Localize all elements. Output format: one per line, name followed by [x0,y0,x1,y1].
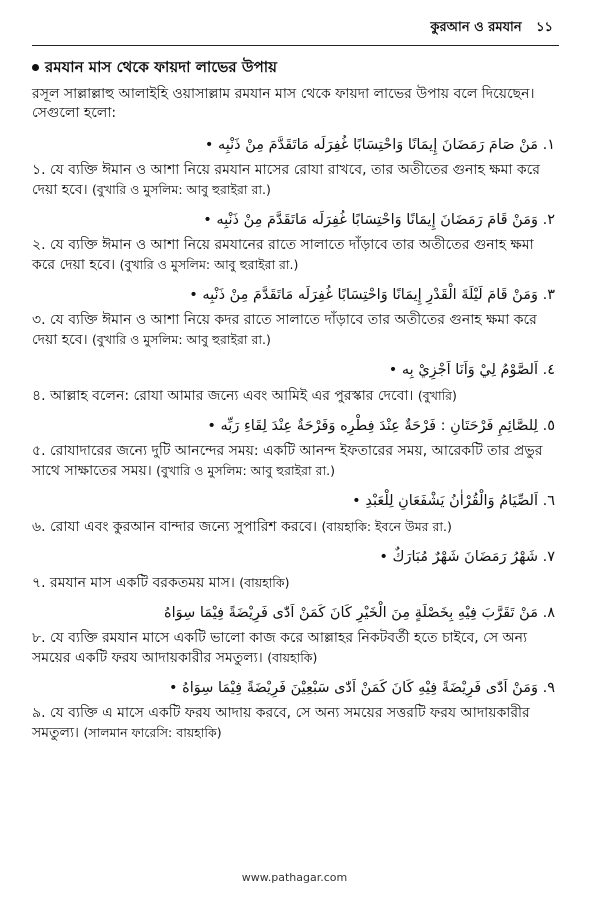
translation-text: ৭. রমযান মাস একটি বরকতময় মাস। [32,575,235,591]
reference: (বুখারি ও মুসলিম: আবু হুরাইরা রা.) [92,182,271,197]
bangla-translation [32,517,559,537]
section-heading [32,56,559,81]
bangla-translation [32,236,559,275]
hadith-item [32,133,559,200]
header-title: কুরআন ও রমযান [430,20,522,35]
hadith-item [32,283,559,350]
reference: (বায়হাকি: ইবনে উমর রা.) [321,519,452,534]
bullet-icon [32,64,39,71]
hadith-item [32,358,559,406]
bangla-translation [32,311,559,350]
reference: (বায়হাকি) [267,650,318,665]
hadith-item [32,676,559,743]
arabic-text: ٥. لِلصَّائِمِ فَرْحَتَانِ : فَرْحَةٌ عِنْدَ فِطْرِه وَفَرْحَةٌ عِنْدَ لِقَاءِ رَبِّه • [207,418,555,434]
translation-text: ৪. আল্লাহ বলেন: রোযা আমার জন্যে এবং আমিই এর পুরস্কার দেবো। [32,388,414,404]
intro-paragraph: রসূল সাল্লাল্লাহু আলাইহি ওয়াসাল্লাম রমযান মাস থেকে ফায়দা লাভের উপায় বলে দিয়েছেন। সেগুলো হলো: [32,86,535,121]
translation-text: ৮. যে ব্যক্তি রমযান মাসে একটি ভালো কাজ করে আল্লাহর নিকটবর্তী হতে চাইবে, সে অন্য সময়ের একটি ফরয আদায়কারীর সমতুল্য। [32,630,528,666]
hadith-item [32,414,559,481]
header-divider [32,45,559,46]
arabic-text: ٦. اَلصِّيَامُ وَالْقُرْاٰنُ يَشْفَعَانِ لِلْعَبْدِ • [352,493,555,509]
reference: (বুখারি) [417,388,457,403]
hadith-item [32,489,559,537]
hadith-list [32,133,559,743]
hadith-item [32,208,559,275]
website-footer: www.pathagar.com [241,871,348,884]
reference: (বুখারি ও মুসলিম: আবু হুরাইরা রা.) [156,463,335,478]
bangla-translation [32,161,559,200]
translation-text: ২. যে ব্যক্তি ঈমান ও আশা নিয়ে রমযানের রাতে সালাতে দাঁড়াবে তার অতীতের গুনাহ ক্ষমা করে দেয়া হবে। [32,237,534,273]
arabic-text: ٣. وَمَنْ قَامَ لَيْلَةَ الْقَدْرِ إِيمَانًا وَاحْتِسَابًا غُفِرَلَه مَاتَقَدَّمَ مِنْ ذَنْبِه • [189,287,555,303]
translation-text: ৯. যে ব্যক্তি এ মাসে একটি ফরয আদায় করবে, সে অন্য সময়ের সত্তরটি ফরয আদায়কারীর সমতুল্য। [32,705,530,741]
arabic-text: ١. مَنْ صَامَ رَمَضَانَ إِيمَانًا وَاحْتِسَابًا غُفِرَلَه مَاتَقَدَّمَ مِنْ ذَنْبِه • [204,137,555,153]
bangla-translation [32,629,559,668]
translation-text: ৬. রোযা এবং কুরআন বান্দার জন্যে সুপারিশ করবে। [32,519,318,535]
reference: (বুখারি ও মুসলিম: আবু হুরাইরা রা.) [92,332,271,347]
arabic-text: ٩. وَمَنْ اَدّٰى فَرِيْضَةً فِيْهِ كَانَ كَمَنْ اَدّٰى سَبْعِيْنَ فَرِيْضَةً فِيْمَا سِوَاهُ • [168,680,555,696]
bangla-translation [32,704,559,743]
translation-text: ৩. যে ব্যক্তি ঈমান ও আশা নিয়ে কদর রাতে সালাতে দাঁড়াবে তার অতীতের গুনাহ ক্ষমা করে দেয়া হবে। [32,312,537,348]
arabic-text: ٤. اَلصَّوْمُ لِيْ وَاَنَا اَجْزِيْ بِه • [388,362,555,378]
hadith-item [32,545,559,593]
bangla-translation [32,442,559,481]
arabic-text: ٧. شَهْرُ رَمَضَانَ شَهْرٌ مُبَارَكٌ • [379,549,555,565]
page-number: ১১ [536,20,553,35]
translation-text: ১. যে ব্যক্তি ঈমান ও আশা নিয়ে রমযান মাসের রোযা রাখবে, তার অতীতের গুনাহ ক্ষমা করে দেয়া হবে। [32,162,540,198]
arabic-text: ٢. وَمَنْ قَامَ رَمَضَانَ إِيمَانًا وَاحْتِسَابًا غُفِرَلَه مَاتَقَدَّمَ مِنْ ذَنْبِه • [203,212,555,228]
reference: (সালমান ফারেসি: বায়হাকি) [83,725,222,740]
translation-text: ৫. রোযাদারের জন্যে দুটি আনন্দের সময়: একটি আনন্দ ইফতারের সময়, আরেকটি তার প্রভুর সাথে সাক্ষাতের সময়। [32,443,543,479]
reference: (বুখারি ও মুসলিম: আবু হুরাইরা রা.) [119,257,299,272]
bangla-translation [32,386,559,406]
page-header [32,18,559,39]
section-heading-text: রমযান মাস থেকে ফায়দা লাভের উপায় [45,58,277,76]
hadith-item [32,601,559,668]
arabic-text: ٨. مَنْ تَقَرَّبَ فِيْهِ بِخَصْلَةٍ مِنَ الْخَيْرِ كَانَ كَمَنْ اَدّٰى فَرِيْضَةً فِيْمَا سِوَاهُ [164,605,555,621]
bangla-translation [32,573,559,593]
reference: (বায়হাকি) [239,575,290,590]
